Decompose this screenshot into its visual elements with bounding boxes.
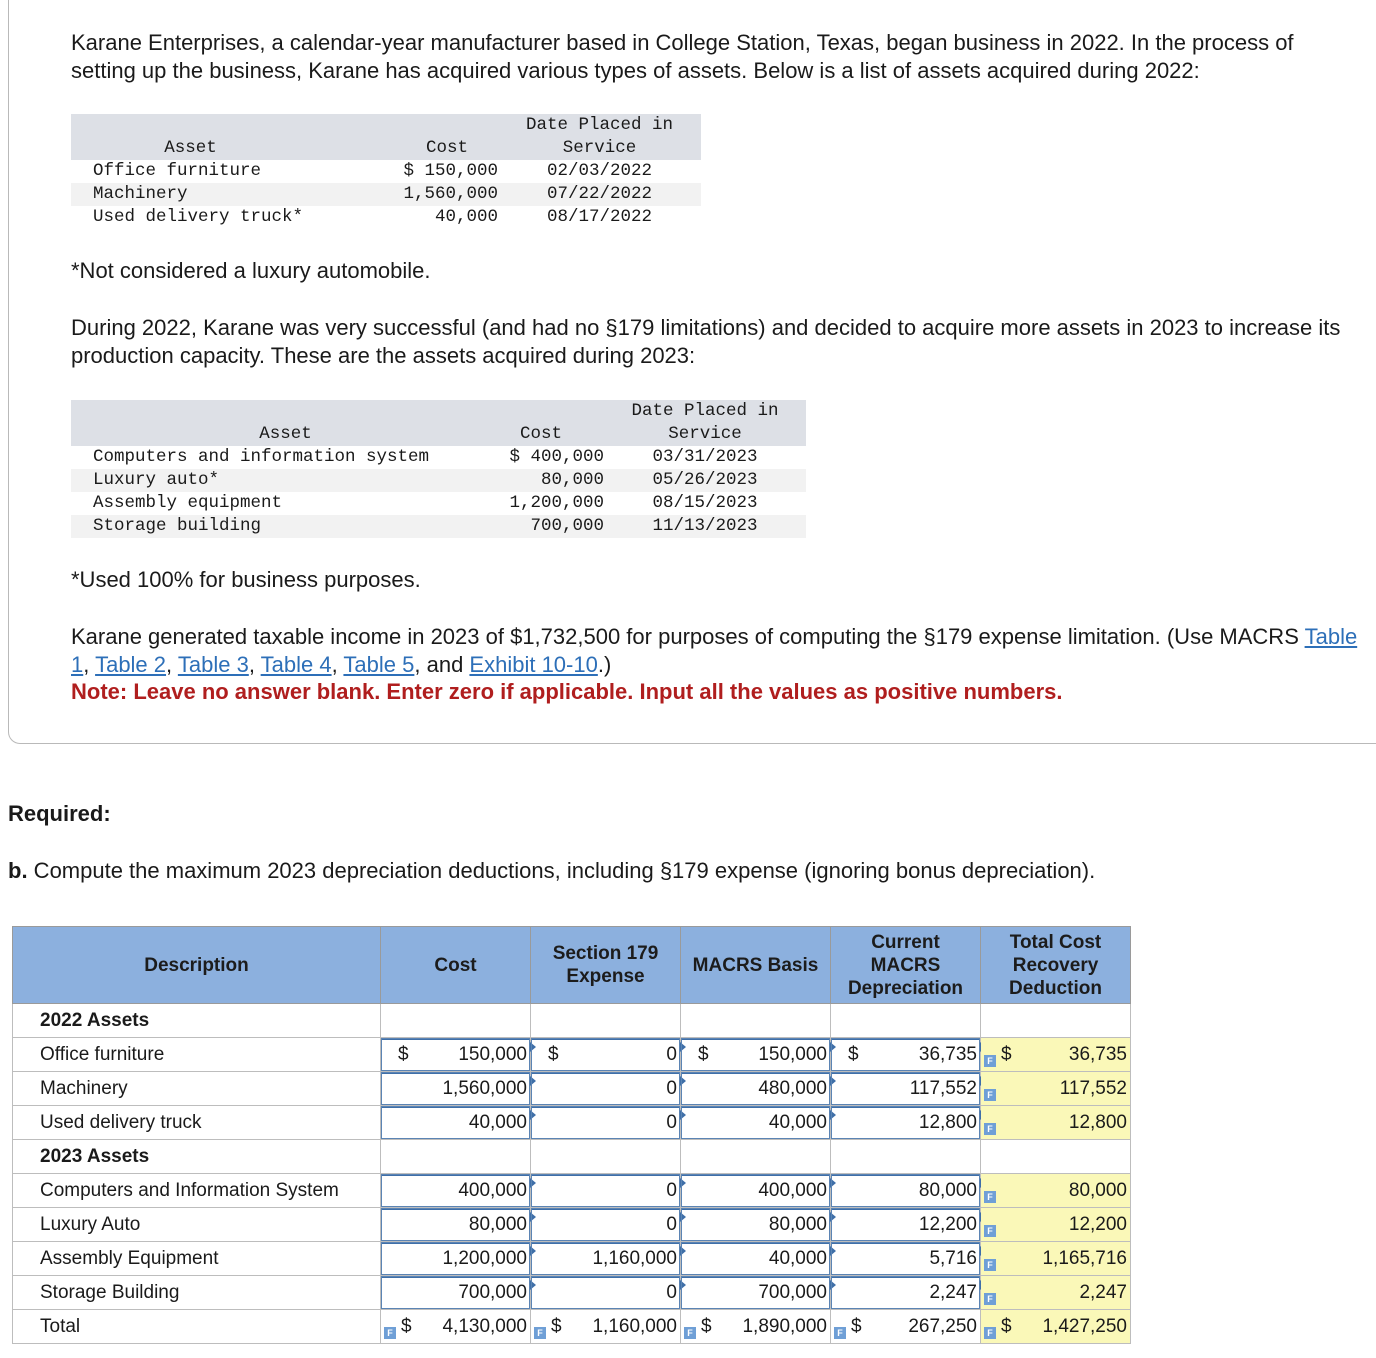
s179-cell[interactable] (531, 1038, 681, 1072)
formula-badge-icon: F (984, 1259, 996, 1271)
required-heading: Required: (8, 801, 111, 826)
s179-cell[interactable] (531, 1276, 681, 1310)
cell-value: 36,735 (918, 1043, 977, 1065)
cell-value: 480,000 (758, 1077, 827, 1099)
cell-value: 80,000 (918, 1179, 977, 1201)
separator: , (248, 651, 261, 677)
table-header-row (71, 400, 806, 423)
empty-cell (531, 1004, 681, 1038)
asset-cost: $ 150,000 (403, 161, 498, 181)
asset-cost: 1,560,000 (348, 183, 498, 206)
formula-badge-icon: F (984, 1327, 996, 1339)
income-text-end: .) (597, 651, 612, 677)
instruction-note: Note: Leave no answer blank. Enter zero if applicable. Input all the values as positive numbers. (71, 679, 1063, 704)
link-table-1[interactable]: Table 1 (71, 624, 1358, 677)
separator: , (331, 651, 344, 677)
cost-cell[interactable] (381, 1242, 531, 1276)
basis-cell[interactable] (681, 1208, 831, 1242)
depr-cell[interactable] (831, 1208, 981, 1242)
asset-cost: 40,000 (434, 207, 498, 227)
basis-cell[interactable] (681, 1174, 831, 1208)
formula-badge-icon: F (984, 1123, 996, 1135)
asset-name: Computers and information system (93, 447, 430, 467)
currency-symbol: $ (1001, 1043, 1012, 1065)
currency-symbol: $ (848, 1043, 859, 1065)
asset-date: 08/15/2023 (652, 493, 758, 513)
asset-date: 03/31/2023 (652, 447, 758, 467)
depr-cell[interactable] (831, 1242, 981, 1276)
intro-paragraph: Karane Enterprises, a calendar-year manufacturer based in College Station, Texas, began business in 2022. In the process of setting up the business, Karane has acquired various types of assets. Below is a list of assets acquired during 2022: (71, 30, 1294, 83)
cell-value: 267,250 (908, 1315, 977, 1337)
part-label: b. (8, 858, 28, 883)
formula-badge-icon: F (984, 1191, 996, 1203)
link-table-5[interactable]: Table 5 (343, 651, 415, 677)
header-cost: Cost (381, 927, 531, 1004)
depr-cell[interactable] (831, 1072, 981, 1106)
header-total-recovery: Total Cost Recovery Deduction (981, 927, 1131, 1004)
s179-cell[interactable] (531, 1174, 681, 1208)
total-depr-cell (831, 1310, 981, 1344)
cell-value: 0 (666, 1213, 677, 1235)
row-description: Machinery (13, 1072, 381, 1106)
cell-value: 12,800 (1068, 1111, 1127, 1133)
total-cost-cell (381, 1310, 531, 1344)
cost-header: Cost (478, 423, 604, 446)
asset-name: Office furniture (93, 161, 262, 181)
table-row (71, 446, 806, 469)
asset-date: 11/13/2023 (604, 515, 806, 538)
cell-value: 1,890,000 (742, 1315, 827, 1337)
separator: , and (414, 651, 470, 677)
formula-badge-icon: F (834, 1327, 846, 1339)
basis-cell[interactable] (681, 1038, 831, 1072)
note-2022: *Not considered a luxury automobile. (71, 258, 431, 283)
currency-symbol: $ (548, 1043, 559, 1065)
cell-value: 2,247 (1079, 1281, 1127, 1303)
empty-cell (681, 1004, 831, 1038)
table-row (71, 515, 806, 538)
formula-badge-icon: F (384, 1327, 396, 1339)
basis-cell[interactable] (681, 1106, 831, 1140)
row-description: Storage Building (13, 1276, 381, 1310)
cell-value: 80,000 (1068, 1179, 1127, 1201)
paragraph-2023: During 2022, Karane was very successful (and had no §179 limitations) and decided to acquire more assets in 2023 to increase its production capacity. These are the assets acquired during 2023: (71, 315, 1341, 368)
formula-badge-icon: F (984, 1055, 996, 1067)
table-row (13, 1276, 1131, 1310)
cell-value: 700,000 (458, 1281, 527, 1303)
total-row (13, 1310, 1131, 1344)
cell-value: 400,000 (458, 1179, 527, 1201)
cost-cell[interactable] (381, 1072, 531, 1106)
currency-symbol: $ (701, 1315, 712, 1337)
row-description: Assembly Equipment (13, 1242, 381, 1276)
total-basis-cell (681, 1310, 831, 1344)
part-b-instruction (8, 858, 1095, 884)
table-row (71, 469, 806, 492)
s179-cell[interactable] (531, 1242, 681, 1276)
asset-cost: $ 400,000 (509, 447, 604, 467)
table-row (71, 183, 701, 206)
link-exhibit-10-10[interactable]: Exhibit 10-10 (469, 651, 598, 677)
total-cell (981, 1174, 1131, 1208)
total-cell (981, 1242, 1131, 1276)
asset-cost: 80,000 (478, 469, 604, 492)
empty-cell (681, 1140, 831, 1174)
table-header-row (71, 114, 701, 137)
basis-cell[interactable] (681, 1242, 831, 1276)
table-header-row (13, 927, 1131, 1004)
empty-cell (981, 1140, 1131, 1174)
asset-name: Assembly equipment (93, 493, 283, 513)
cell-value: 4,130,000 (442, 1315, 527, 1337)
table-row (13, 1208, 1131, 1242)
s179-cell[interactable] (531, 1072, 681, 1106)
date-header-line1: Date Placed in (604, 400, 806, 423)
depr-cell[interactable] (831, 1106, 981, 1140)
asset-date: 05/26/2023 (604, 469, 806, 492)
separator: , (83, 651, 96, 677)
cost-cell[interactable] (381, 1208, 531, 1242)
formula-badge-icon: F (984, 1293, 996, 1305)
row-description: Used delivery truck (13, 1106, 381, 1140)
asset-date: 02/03/2022 (546, 161, 653, 181)
assets-2023-table (71, 400, 806, 538)
asset-date: 07/22/2022 (498, 183, 701, 206)
date-header-line2: Service (498, 137, 701, 160)
link-table-2[interactable]: Table 2 (95, 651, 167, 677)
cell-value: 12,200 (918, 1213, 977, 1235)
cell-value: 400,000 (758, 1179, 827, 1201)
asset-name: Machinery (93, 183, 348, 206)
formula-badge-icon: F (684, 1327, 696, 1339)
depr-cell[interactable] (831, 1038, 981, 1072)
s179-cell[interactable] (531, 1106, 681, 1140)
total-label: Total (13, 1310, 381, 1344)
header-current-depreciation: Current MACRS Depreciation (831, 927, 981, 1004)
cell-value: 0 (666, 1281, 677, 1303)
cell-value: 80,000 (768, 1213, 827, 1235)
cell-value: 80,000 (468, 1213, 527, 1235)
cell-value: 1,560,000 (442, 1077, 527, 1099)
cell-value: 2,247 (929, 1281, 977, 1303)
part-text: Compute the maximum 2023 depreciation deductions, including §179 expense (ignoring bonus depreciation). (27, 858, 1096, 883)
section-row (13, 1004, 1131, 1038)
table-row (71, 160, 701, 183)
cell-value: 1,160,000 (592, 1315, 677, 1337)
currency-symbol: $ (398, 1043, 409, 1065)
table-row (13, 1242, 1131, 1276)
cell-value: 150,000 (758, 1043, 827, 1065)
date-header-line1: Date Placed in (498, 114, 701, 137)
cell-value: 1,200,000 (442, 1247, 527, 1269)
depreciation-table (12, 926, 1131, 1344)
section-row (13, 1140, 1131, 1174)
cell-value: 0 (666, 1179, 677, 1201)
cell-value: 1,160,000 (592, 1247, 677, 1269)
total-cell (981, 1276, 1131, 1310)
empty-cell (831, 1004, 981, 1038)
empty-cell (381, 1140, 531, 1174)
currency-symbol: $ (401, 1315, 412, 1337)
cell-value: 40,000 (768, 1247, 827, 1269)
header-macrs-basis: MACRS Basis (681, 927, 831, 1004)
table-row (71, 492, 806, 515)
asset-name: Storage building (93, 515, 478, 538)
cost-cell[interactable] (381, 1276, 531, 1310)
cell-value: 117,552 (1059, 1077, 1127, 1099)
table-row (13, 1174, 1131, 1208)
table-row (13, 1038, 1131, 1072)
cell-value: 1,165,716 (1042, 1247, 1127, 1269)
cell-value: 1,427,250 (1042, 1315, 1127, 1337)
cost-header: Cost (348, 137, 498, 160)
s179-cell[interactable] (531, 1208, 681, 1242)
section-title: 2022 Assets (13, 1004, 381, 1038)
formula-badge-icon: F (534, 1327, 546, 1339)
empty-cell (381, 1004, 531, 1038)
income-text: Karane generated taxable income in 2023 of $1,732,500 for purposes of computing the §179 expense limitation. (Use MACRS (71, 624, 1305, 649)
table-row (13, 1072, 1131, 1106)
formula-badge-icon: F (984, 1089, 996, 1101)
table-header-row (71, 137, 701, 160)
section-title: 2023 Assets (13, 1140, 381, 1174)
date-header-line2: Service (604, 423, 806, 446)
currency-symbol: $ (551, 1315, 562, 1337)
cell-value: 40,000 (468, 1111, 527, 1133)
asset-cost: 700,000 (478, 515, 604, 538)
cell-value: 0 (666, 1111, 677, 1133)
basis-cell[interactable] (681, 1072, 831, 1106)
depr-cell[interactable] (831, 1174, 981, 1208)
depr-cell[interactable] (831, 1276, 981, 1310)
cost-cell[interactable] (381, 1174, 531, 1208)
cell-value: 12,200 (1068, 1213, 1127, 1235)
total-cell (981, 1106, 1131, 1140)
currency-symbol: $ (1001, 1315, 1012, 1337)
header-description: Description (13, 927, 381, 1004)
asset-date: 08/17/2022 (546, 207, 653, 227)
cell-value: 0 (666, 1077, 677, 1099)
table-header-row (71, 423, 806, 446)
cost-cell[interactable] (381, 1106, 531, 1140)
separator: , (166, 651, 178, 677)
cell-value: 36,735 (1068, 1043, 1127, 1065)
asset-header: Asset (93, 423, 478, 446)
empty-cell (981, 1004, 1131, 1038)
row-description: Computers and Information System (13, 1174, 381, 1208)
note-2023: *Used 100% for business purposes. (71, 567, 421, 592)
asset-name: Luxury auto* (93, 469, 478, 492)
cell-value: 0 (666, 1043, 677, 1065)
total-cell (981, 1038, 1131, 1072)
cell-value: 5,716 (929, 1247, 977, 1269)
asset-name: Used delivery truck* (93, 207, 304, 227)
basis-cell[interactable] (681, 1276, 831, 1310)
assets-2022-table (71, 114, 701, 229)
header-section-179: Section 179 Expense (531, 927, 681, 1004)
cell-value: 12,800 (918, 1111, 977, 1133)
link-table-3[interactable]: Table 3 (177, 651, 249, 677)
total-cell (981, 1072, 1131, 1106)
asset-header: Asset (93, 137, 348, 160)
row-description: Office furniture (13, 1038, 381, 1072)
total-s179-cell (531, 1310, 681, 1344)
row-description: Luxury Auto (13, 1208, 381, 1242)
asset-cost: 1,200,000 (509, 493, 604, 513)
total-total-cell (981, 1310, 1131, 1344)
cell-value: 40,000 (768, 1111, 827, 1133)
empty-cell (831, 1140, 981, 1174)
empty-cell (531, 1140, 681, 1174)
total-cell (981, 1208, 1131, 1242)
table-row (13, 1106, 1131, 1140)
cell-value: 700,000 (758, 1281, 827, 1303)
table-row (71, 206, 701, 229)
currency-symbol: $ (851, 1315, 862, 1337)
formula-badge-icon: F (984, 1225, 996, 1237)
income-paragraph (71, 623, 1361, 706)
cell-value: 150,000 (458, 1043, 527, 1065)
cell-value: 117,552 (909, 1077, 977, 1099)
link-table-4[interactable]: Table 4 (260, 651, 332, 677)
currency-symbol: $ (698, 1043, 709, 1065)
cost-cell[interactable] (381, 1038, 531, 1072)
